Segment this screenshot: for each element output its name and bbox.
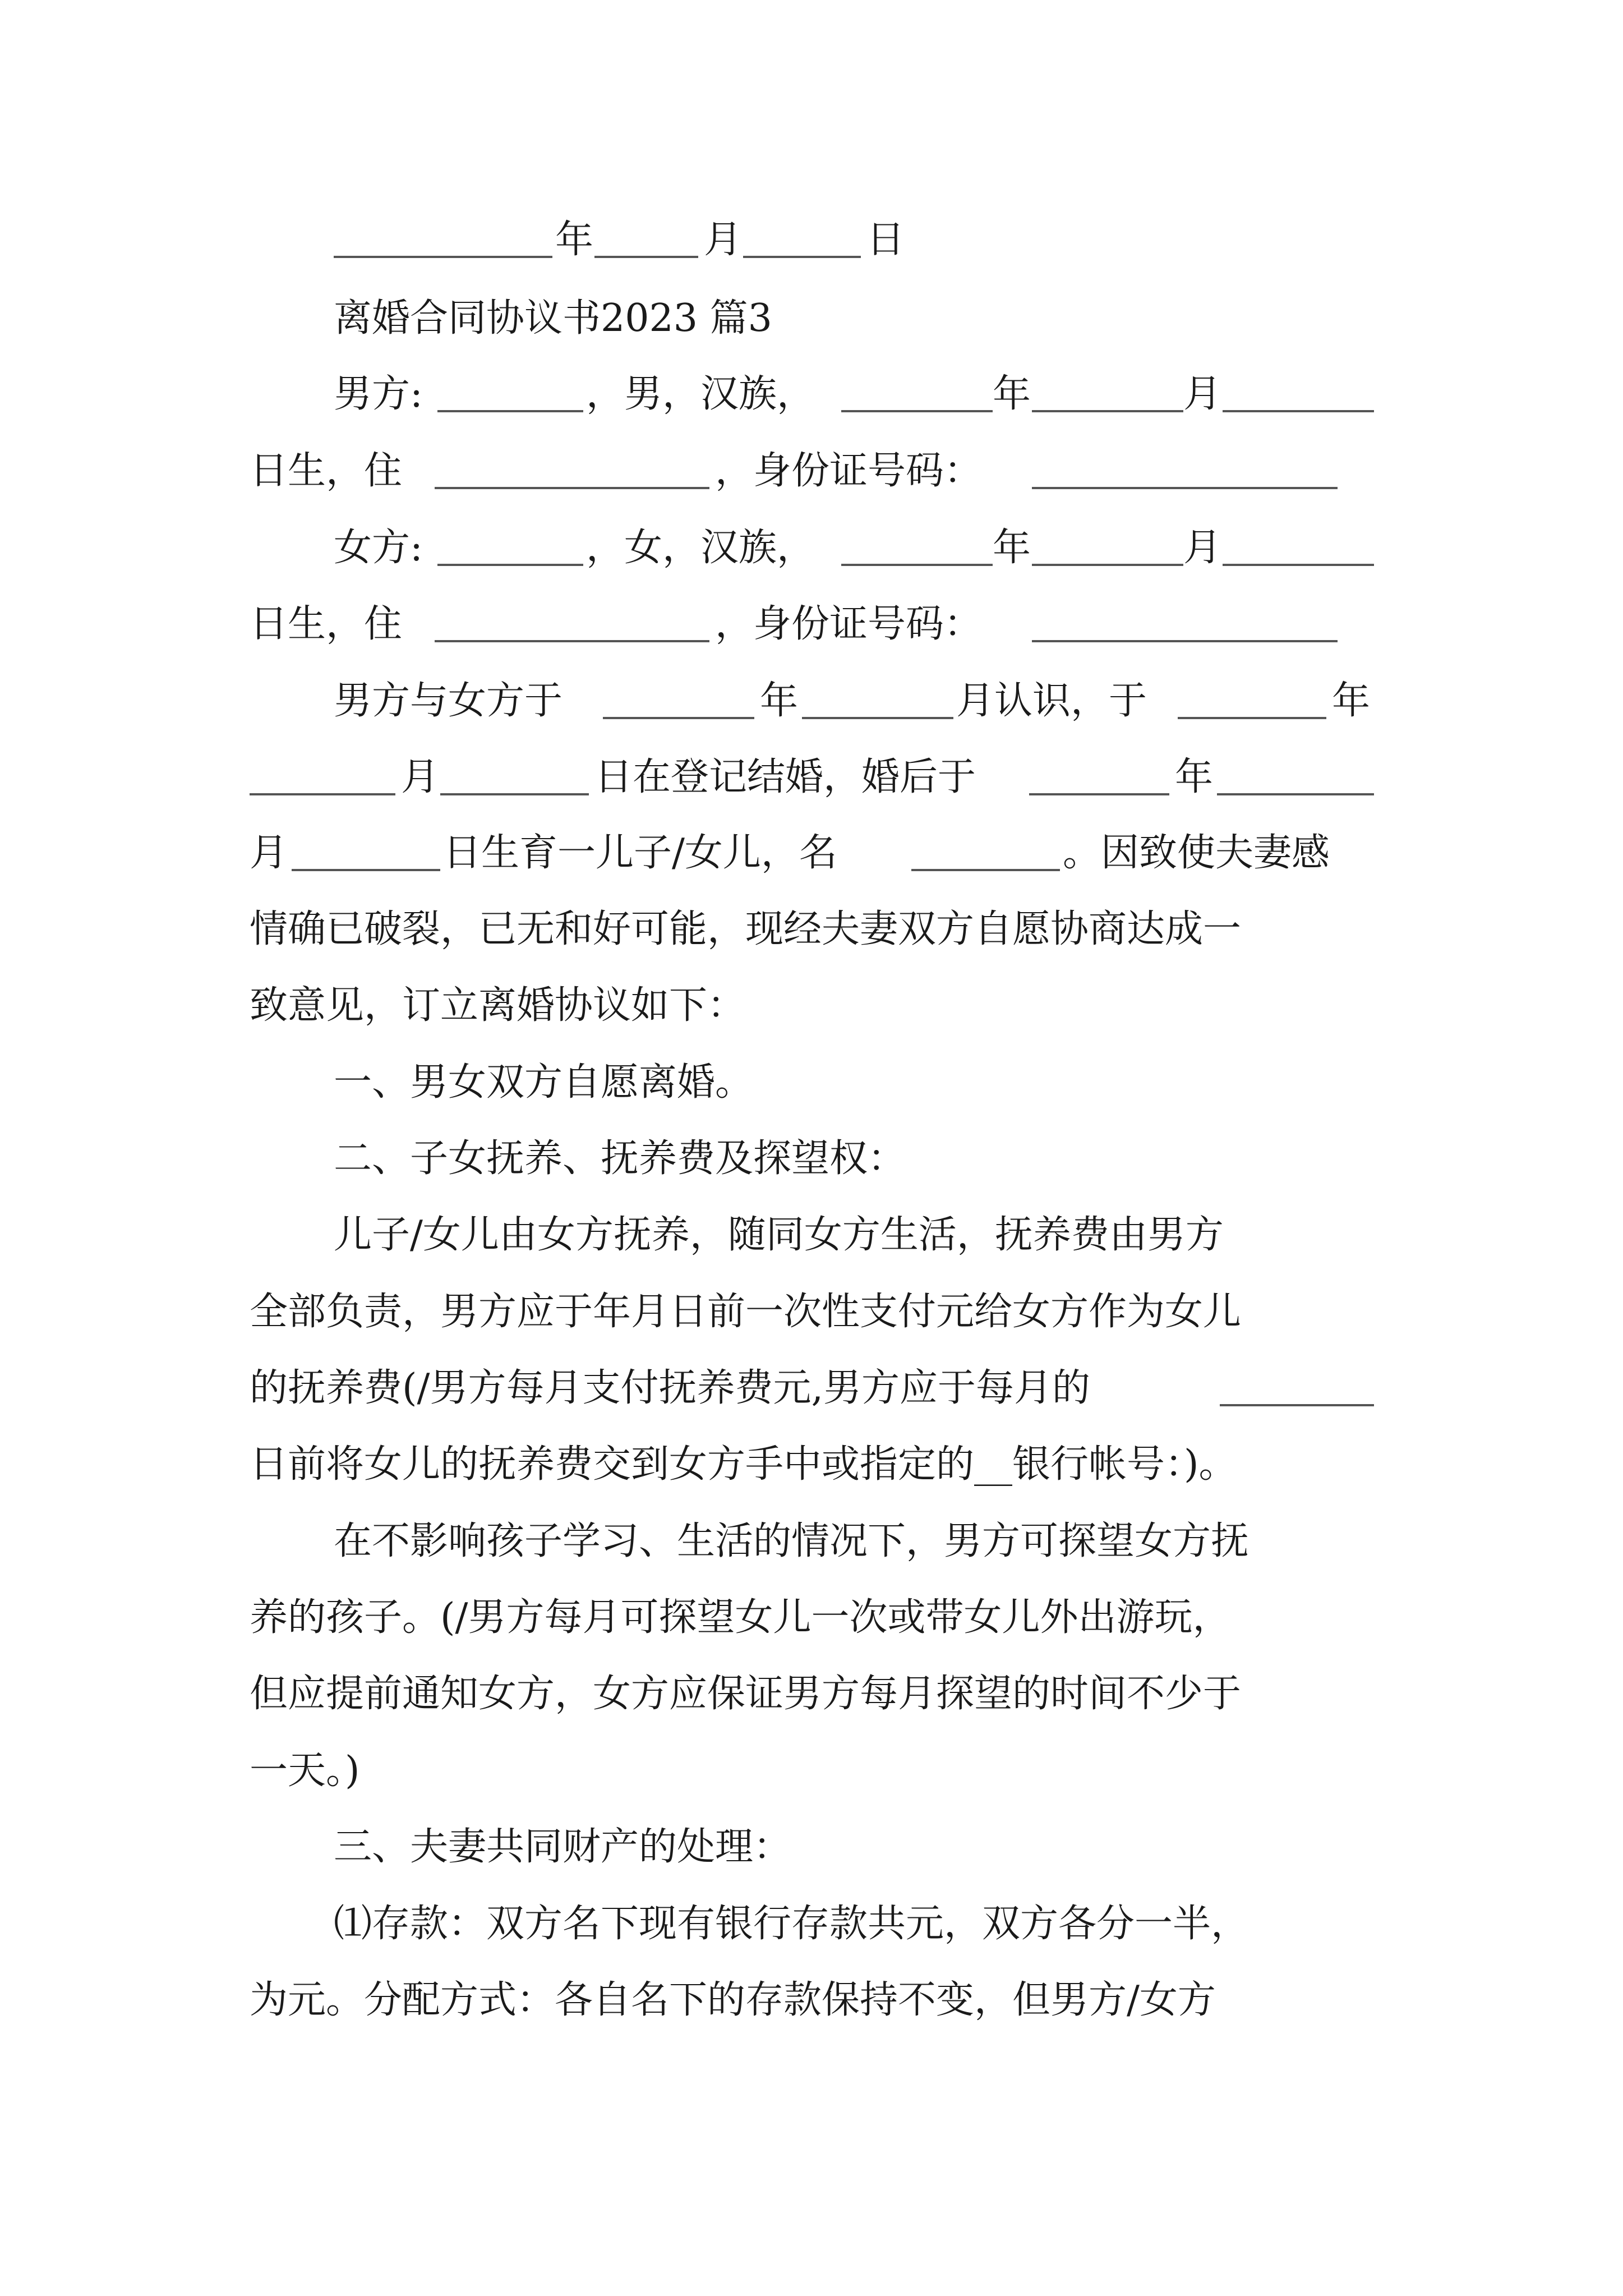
female-birth-month-blank[interactable] [1032, 510, 1183, 566]
male-birth-month-label: 月 [1183, 372, 1222, 416]
female-address-blank[interactable] [435, 586, 709, 642]
text-line: 一天。) [250, 1749, 360, 1793]
birth-month-label: 月 [250, 831, 288, 875]
paragraph-line [0, 1590, 1623, 1646]
text-line: 为元。分配方式：各自名下的存款保持不变，但男方/女方 [250, 1978, 1216, 2022]
paragraph-line [0, 1743, 1623, 1799]
day-label: 日 [866, 218, 905, 262]
female-birth-year-blank[interactable] [841, 510, 993, 566]
paragraph-line [0, 1284, 1623, 1340]
text-line: 致意见，订立离婚协议如下： [250, 983, 746, 1028]
year-label: 年 [555, 218, 594, 262]
male-address-label: 日生，住 [250, 449, 403, 493]
met-text: 男方与女方于 [334, 679, 563, 723]
female-id-label: ，身份证号码： [715, 602, 983, 646]
male-id-label: ，身份证号码： [715, 449, 983, 493]
text-line: 但应提前通知女方，女方应保证男方每月探望的时间不少于 [250, 1672, 1242, 1716]
text-line: 情确已破裂，已无和好可能，现经夫妻双方自愿协商达成一 [250, 907, 1242, 951]
female-birth-month-label: 月 [1183, 526, 1222, 570]
male-ethnicity-text: ，男，汉族， [586, 372, 815, 416]
female-birth-day-blank[interactable] [1223, 510, 1374, 566]
male-party-label: 男方: [334, 372, 423, 416]
paragraph-line [0, 1972, 1623, 2028]
reason-text: 。因致使夫妻感 [1063, 831, 1330, 875]
clause-1-text: 一、男女双方自愿离婚。 [334, 1060, 754, 1105]
marry-text: 日在登记结婚，婚后于 [594, 755, 976, 799]
text-line: 的抚养费(/男方每月支付抚养费元,男方应于每月的 [250, 1366, 1091, 1410]
female-ethnicity-text: ，女，汉族， [586, 526, 815, 570]
met-year-blank[interactable] [603, 663, 754, 719]
paragraph-line [0, 901, 1623, 958]
clause-3-heading-text: 三、夫妻共同财产的处理： [334, 1825, 792, 1869]
male-birth-year-blank[interactable] [841, 356, 993, 412]
section-title [0, 291, 1623, 347]
female-party-label: 女方: [334, 526, 423, 570]
marry-month-blank[interactable] [250, 739, 395, 795]
paragraph-line [0, 1896, 1623, 1952]
text-line: 全部负责，男方应于年月日前一次性支付元给女方作为女儿 [250, 1290, 1242, 1334]
birth-day-blank[interactable] [292, 815, 440, 871]
female-name-blank[interactable] [437, 510, 583, 566]
payment-day-blank[interactable] [1220, 1350, 1374, 1406]
female-address-line [0, 596, 1623, 652]
female-id-blank[interactable] [1032, 586, 1338, 642]
paragraph-line [0, 1666, 1623, 1722]
birth-month-blank[interactable] [1217, 739, 1374, 795]
clause-1 [0, 1055, 1623, 1111]
marry-month-label: 月 [401, 755, 440, 799]
male-birth-year-label: 年 [993, 372, 1031, 416]
clause-2-heading-text: 二、子女抚养、抚养费及探望权： [334, 1137, 906, 1181]
text-line: 日前将女儿的抚养费交到女方手中或指定的__银行帐号：)。 [250, 1442, 1237, 1487]
paragraph-line [0, 1513, 1623, 1570]
male-address-line [0, 443, 1623, 499]
female-birth-year-label: 年 [993, 526, 1031, 570]
date-line [0, 212, 1623, 268]
met-year-label: 年 [760, 679, 799, 723]
text-line: 在不影响孩子学习、生活的情况下，男方可探望女方抚 [334, 1519, 1249, 1563]
month-blank[interactable] [594, 202, 698, 258]
child-text: 日生育一儿子/女儿，名 [443, 831, 837, 875]
text-line: 养的孩子。(/男方每月可探望女儿一次或带女儿外出游玩， [250, 1595, 1231, 1640]
paragraph-line [0, 1360, 1623, 1416]
birth-year-label: 年 [1175, 755, 1214, 799]
paragraph-line [0, 673, 1623, 729]
met-month-text: 月认识，于 [956, 679, 1147, 723]
paragraph-line [0, 1207, 1623, 1263]
male-birth-day-blank[interactable] [1223, 356, 1374, 412]
paragraph-line [0, 978, 1623, 1034]
met-month-blank[interactable] [802, 663, 953, 719]
male-party-line [0, 366, 1623, 422]
birth-year-blank[interactable] [1029, 739, 1169, 795]
male-birth-month-blank[interactable] [1032, 356, 1183, 412]
child-name-blank[interactable] [911, 815, 1060, 871]
clause-3-heading [0, 1819, 1623, 1875]
paragraph-line [0, 749, 1623, 806]
month-label: 月 [704, 218, 743, 262]
text-line: 儿子/女儿由女方抚养，随同女方生活，抚养费由男方 [334, 1213, 1224, 1257]
male-name-blank[interactable] [437, 356, 583, 412]
male-id-blank[interactable] [1032, 433, 1338, 489]
marry-year-blank[interactable] [1178, 663, 1326, 719]
female-party-line [0, 520, 1623, 576]
female-address-label: 日生，住 [250, 602, 403, 646]
male-address-blank[interactable] [435, 433, 709, 489]
section-title-text: 离婚合同协议书2023 篇3 [334, 296, 772, 341]
clause-2-heading [0, 1131, 1623, 1187]
year-blank[interactable] [334, 202, 552, 258]
marry-day-blank[interactable] [440, 739, 589, 795]
day-blank[interactable] [743, 202, 861, 258]
text-line: ⑴存款：双方名下现有银行存款共元，双方各分一半， [334, 1902, 1249, 1946]
paragraph-line [0, 825, 1623, 881]
paragraph-line [0, 1437, 1623, 1493]
marry-year-label: 年 [1332, 679, 1371, 723]
